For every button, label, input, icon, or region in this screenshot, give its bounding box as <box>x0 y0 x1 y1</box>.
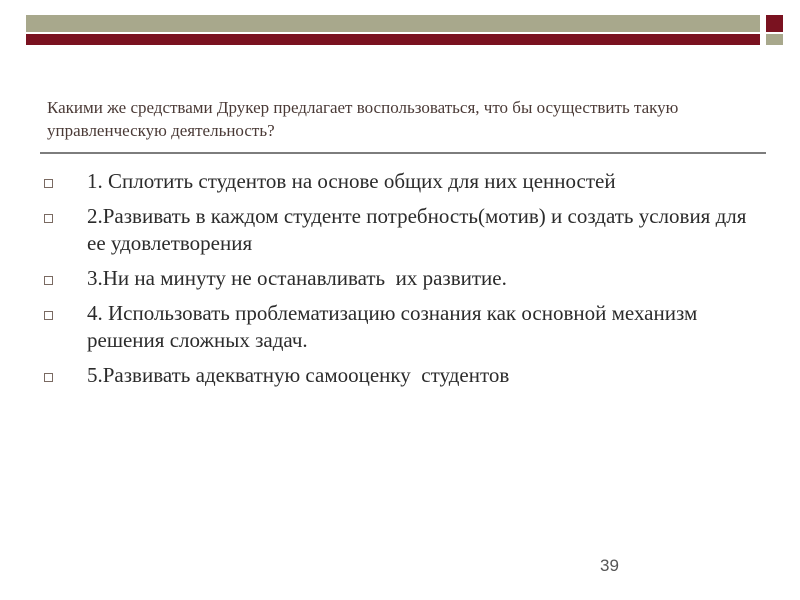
square-bullet-icon <box>44 373 53 382</box>
header-square-olive <box>766 34 783 45</box>
header-bar-olive <box>26 15 760 32</box>
bullet-text: 4. Использовать проблематизацию сознания как основной механизм решения сложных задач. <box>87 301 703 352</box>
title-divider <box>40 152 766 154</box>
bullet-text: 1. Сплотить студентов на основе общих для них ценностей <box>87 169 616 193</box>
bullet-text: 3.Ни на минуту не останавливать их развитие. <box>87 266 507 290</box>
slide-title: Какими же средствами Друкер предлагает воспользоваться, что бы осуществить такую управленческую деятельность? <box>47 98 679 140</box>
square-bullet-icon <box>44 276 53 285</box>
list-item <box>44 300 764 354</box>
bullet-list <box>44 168 764 397</box>
bullet-text: 5.Развивать адекватную самооценку студентов <box>87 363 510 387</box>
square-bullet-icon <box>44 214 53 223</box>
list-item <box>44 362 764 389</box>
square-bullet-icon <box>44 311 53 320</box>
header-bar-maroon <box>26 34 760 45</box>
list-item <box>44 265 764 292</box>
list-item <box>44 203 764 257</box>
page-number: 39 <box>600 556 619 575</box>
square-bullet-icon <box>44 179 53 188</box>
bullet-text: 2.Развивать в каждом студенте потребность(мотив) и создать условия для ее удовлетворения <box>87 204 752 255</box>
header-square-maroon <box>766 15 783 32</box>
list-item <box>44 168 764 195</box>
